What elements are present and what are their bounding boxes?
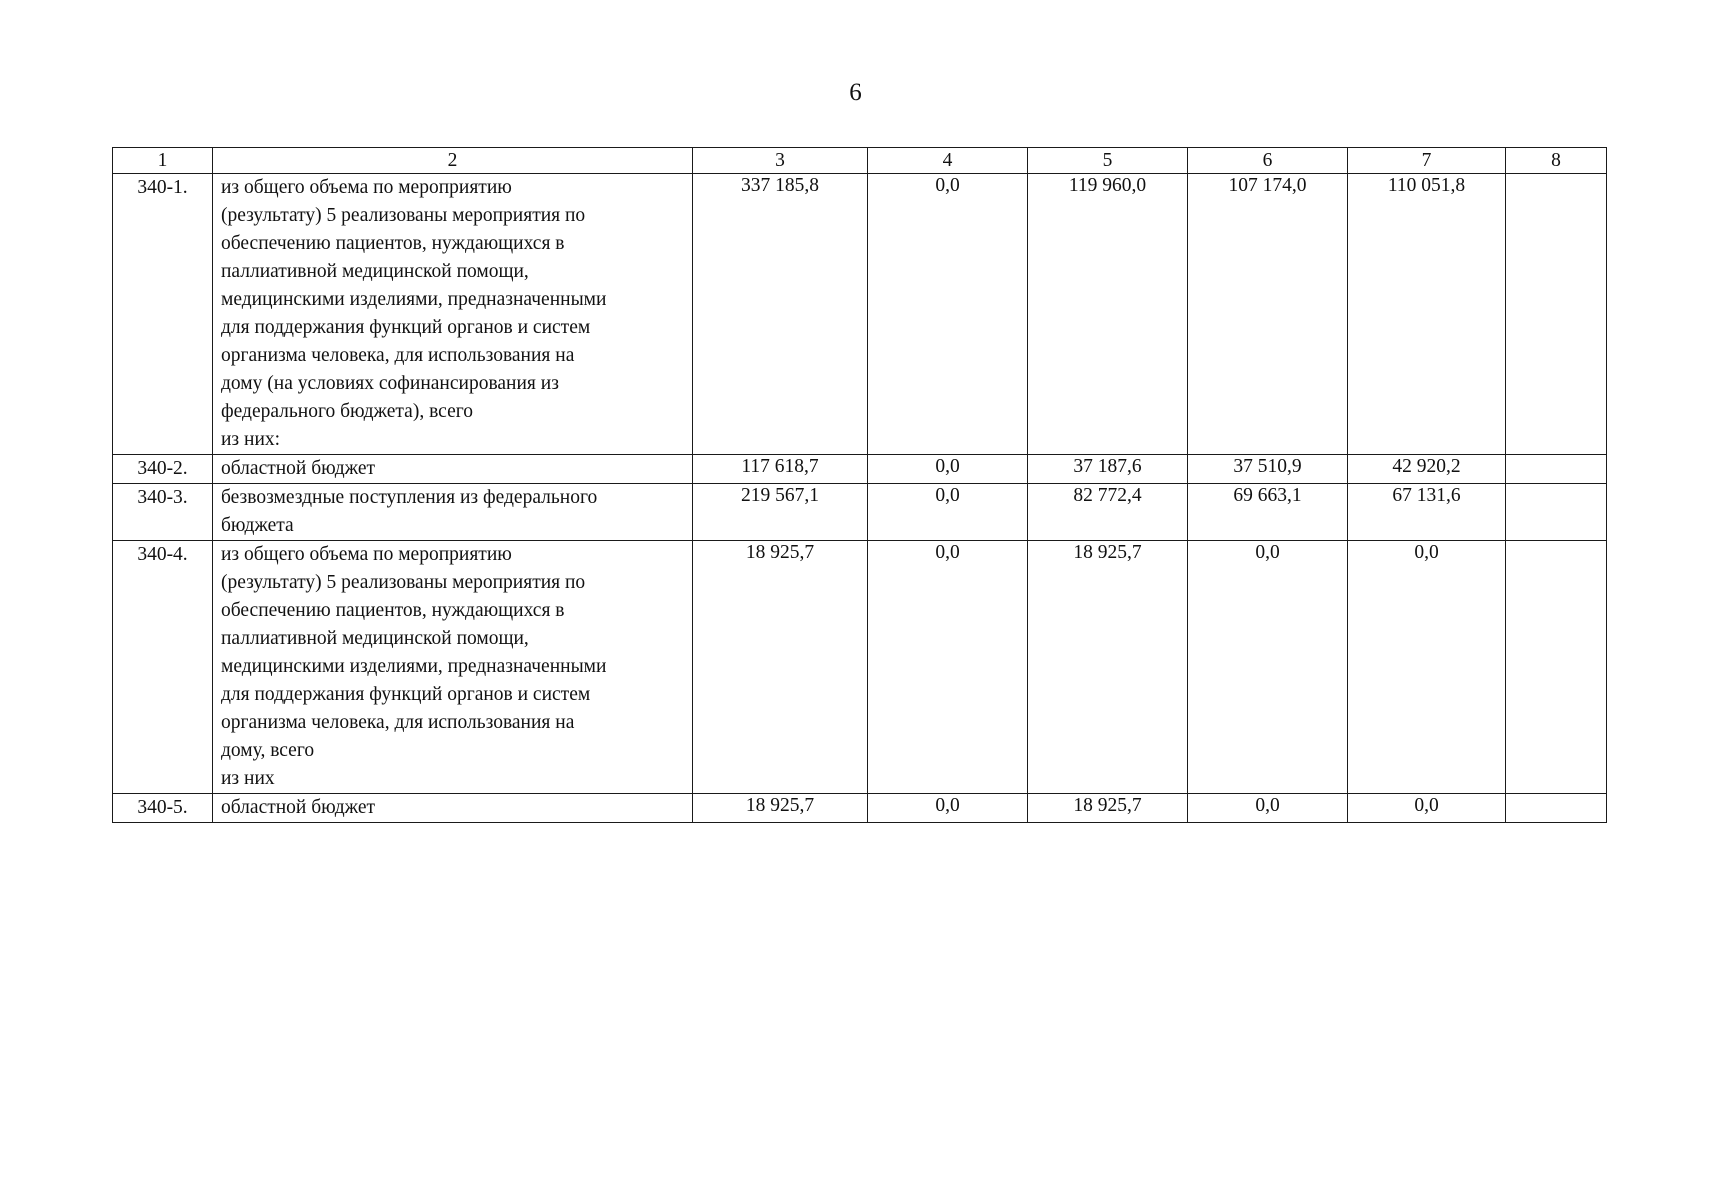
value-cell-col-3: 117 618,7 (693, 455, 868, 484)
row-number-cell: 340-1. (113, 174, 213, 455)
description-cell (213, 541, 693, 794)
page-number: 6 (849, 79, 862, 106)
column-header: 6 (1188, 148, 1348, 174)
value-cell-col-8 (1506, 484, 1607, 541)
value-cell-col-8 (1506, 174, 1607, 455)
description-line: дому (на условиях софинансирования из (221, 373, 559, 394)
description-line: федерального бюджета), всего (221, 401, 473, 422)
description-line: из них (221, 768, 275, 789)
value-cell-col-8 (1506, 541, 1607, 794)
description-line: бюджета (221, 515, 294, 536)
description-line: (результату) 5 реализованы мероприятия по (221, 205, 586, 226)
value-cell-col-7: 0,0 (1348, 541, 1506, 794)
row-number-cell: 340-3. (113, 484, 213, 541)
description-cell (213, 455, 693, 484)
row-number-cell: 340-5. (113, 794, 213, 823)
value-cell-col-3: 18 925,7 (693, 541, 868, 794)
description-line: из общего объема по мероприятию (221, 544, 512, 565)
value-cell-col-5: 82 772,4 (1028, 484, 1188, 541)
value-cell-col-4: 0,0 (868, 484, 1028, 541)
value-cell-col-4: 0,0 (868, 794, 1028, 823)
value-cell-col-5: 18 925,7 (1028, 794, 1188, 823)
description-line: для поддержания функций органов и систем (221, 684, 591, 705)
column-header: 1 (113, 148, 213, 174)
description-line: обеспечению пациентов, нуждающихся в (221, 600, 565, 621)
value-cell-col-5: 18 925,7 (1028, 541, 1188, 794)
description-line: из общего объема по мероприятию (221, 177, 512, 198)
value-cell-col-6: 37 510,9 (1188, 455, 1348, 484)
description-cell (213, 484, 693, 541)
table-row (113, 455, 1607, 484)
value-cell-col-4: 0,0 (868, 455, 1028, 484)
description-cell (213, 174, 693, 455)
description-line: областной бюджет (221, 458, 376, 479)
description-line: медицинскими изделиями, предназначенными (221, 289, 607, 310)
value-cell-col-7: 110 051,8 (1348, 174, 1506, 455)
value-cell-col-6: 69 663,1 (1188, 484, 1348, 541)
description-line: безвозмездные поступления из федерального (221, 487, 598, 508)
description-line: из них: (221, 429, 281, 450)
value-cell-col-6: 0,0 (1188, 541, 1348, 794)
column-header: 7 (1348, 148, 1506, 174)
description-cell (213, 794, 693, 823)
column-header: 8 (1506, 148, 1607, 174)
description-line: (результату) 5 реализованы мероприятия по (221, 572, 586, 593)
value-cell-col-4: 0,0 (868, 541, 1028, 794)
value-cell-col-5: 37 187,6 (1028, 455, 1188, 484)
column-header: 2 (213, 148, 693, 174)
table-row (113, 484, 1607, 541)
description-line: областной бюджет (221, 797, 376, 818)
row-number-cell: 340-4. (113, 541, 213, 794)
row-number-cell: 340-2. (113, 455, 213, 484)
table-row (113, 794, 1607, 823)
table-header-row (113, 148, 1607, 174)
column-header: 4 (868, 148, 1028, 174)
value-cell-col-7: 67 131,6 (1348, 484, 1506, 541)
description-line: паллиативной медицинской помощи, (221, 261, 529, 282)
value-cell-col-8 (1506, 794, 1607, 823)
value-cell-col-5: 119 960,0 (1028, 174, 1188, 455)
table-row (113, 541, 1607, 794)
value-cell-col-7: 42 920,2 (1348, 455, 1506, 484)
description-line: организма человека, для использования на (221, 345, 575, 366)
value-cell-col-6: 107 174,0 (1188, 174, 1348, 455)
description-line: организма человека, для использования на (221, 712, 575, 733)
value-cell-col-3: 219 567,1 (693, 484, 868, 541)
value-cell-col-3: 337 185,8 (693, 174, 868, 455)
table-body (113, 148, 1607, 823)
budget-table (112, 147, 1607, 823)
value-cell-col-7: 0,0 (1348, 794, 1506, 823)
column-header: 3 (693, 148, 868, 174)
column-header: 5 (1028, 148, 1188, 174)
description-line: дому, всего (221, 740, 315, 761)
value-cell-col-6: 0,0 (1188, 794, 1348, 823)
value-cell-col-3: 18 925,7 (693, 794, 868, 823)
description-line: паллиативной медицинской помощи, (221, 628, 529, 649)
description-line: для поддержания функций органов и систем (221, 317, 591, 338)
description-line: медицинскими изделиями, предназначенными (221, 656, 607, 677)
value-cell-col-8 (1506, 455, 1607, 484)
description-line: обеспечению пациентов, нуждающихся в (221, 233, 565, 254)
value-cell-col-4: 0,0 (868, 174, 1028, 455)
table-row (113, 174, 1607, 455)
